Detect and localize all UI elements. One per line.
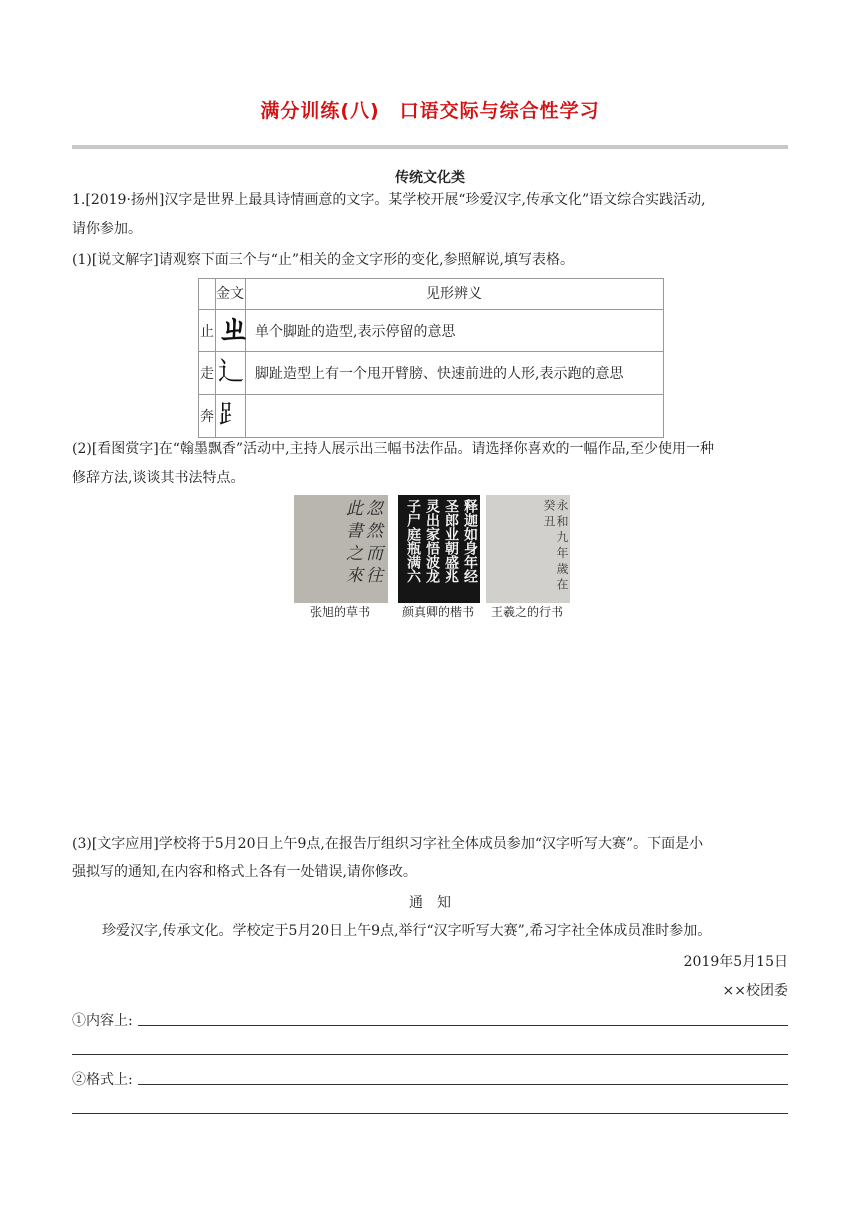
notice-date: 2019年5月15日 [683, 954, 788, 970]
answer-1-label: ①内容上: [72, 1013, 133, 1029]
cursive-script-text: 忽 然 而 往 此 書 之 來 [342, 499, 382, 584]
notice-title: 通 知 [409, 895, 451, 911]
question-1-intro-line-1: 1.[2019·扬州]汉字是世界上最具诗情画意的文字。某学校开展“珍爱汉字,传承文化”语文综合实践活动, [72, 192, 706, 208]
notice-body: 珍爱汉字,传承文化。学校定于5月20日上午9点,举行“汉字听写大赛”,希习字社全体成员准时参加。 [102, 923, 712, 939]
table-divider [199, 309, 663, 310]
row-meaning-zhi: 单个脚趾的造型,表示停留的意思 [255, 324, 456, 340]
running-script-text: 永 和 九 年 歲 在 癸 丑 [542, 499, 569, 591]
answer-2-input-line-2[interactable] [72, 1113, 788, 1114]
notice-signer: ××校团委 [722, 983, 788, 999]
row-char-zhi: 止 [200, 324, 214, 340]
table-divider [199, 351, 663, 352]
caption-wangxizhi: 王羲之的行书 [491, 605, 564, 619]
row-meaning-zou: 脚趾造型上有一个甩开臂膀、快速前进的人形,表示跑的意思 [255, 366, 624, 382]
part-3-instruction-line-1: (3)[文字应用]学校将于5月20日上午9点,在报告厅组织习字社全体成员参加“汉字听写大赛”。下面是小 [72, 836, 704, 852]
caption-zhangxu: 张旭的草书 [310, 605, 371, 619]
answer-1-input-line-2[interactable] [72, 1054, 788, 1055]
wangxizhi-running-image [486, 495, 570, 603]
table-header-jinwen: 金文 [216, 286, 244, 302]
row-meaning-ben-blank[interactable] [255, 406, 655, 426]
part-1-instruction: (1)[说文解字]请观察下面三个与“止”相关的金文字形的变化,参照解说,填写表格。 [72, 252, 574, 268]
part-2-instruction-line-2: 修辞方法,谈谈其书法特点。 [72, 470, 245, 486]
table-divider [199, 394, 663, 395]
question-1-intro-line-2: 请你参加。 [72, 221, 142, 237]
part-3-instruction-line-2: 强拟写的通知,在内容和格式上各有一处错误,请你修改。 [72, 864, 417, 880]
jinwen-zhi-glyph: ㄓ [217, 309, 251, 349]
caption-yanzhenqing: 颜真卿的楷书 [402, 605, 475, 619]
table-header-meaning: 见形辨义 [426, 286, 482, 302]
part-2-instruction-line-1: (2)[看图赏字]在“翰墨飘香”活动中,主持人展示出三幅书法作品。请选择你喜欢的一幅作品,至少使用一种 [72, 441, 714, 457]
row-char-ben: 奔 [200, 409, 214, 425]
answer-2-label: ②格式上: [72, 1072, 133, 1088]
answer-2-input-line[interactable] [138, 1084, 788, 1085]
zhangxu-cursive-image [294, 495, 388, 603]
row-char-zou: 走 [200, 366, 214, 382]
jinwen-ben-glyph: ⻊ [218, 400, 245, 430]
yanzhenqing-regular-image [398, 495, 480, 603]
answer-1-input-line[interactable] [138, 1025, 788, 1026]
jinwen-table [198, 278, 664, 438]
title-divider [72, 145, 788, 149]
page-title: 满分训练(八) 口语交际与综合性学习 [260, 100, 600, 122]
section-heading: 传统文化类 [395, 170, 465, 186]
jinwen-zou-glyph: ⻌ [218, 357, 245, 387]
regular-script-text: 释迦如身年经 圣郎业朝盛兆 灵出家悟波龙 子尸庭瓶满六 [405, 499, 478, 583]
